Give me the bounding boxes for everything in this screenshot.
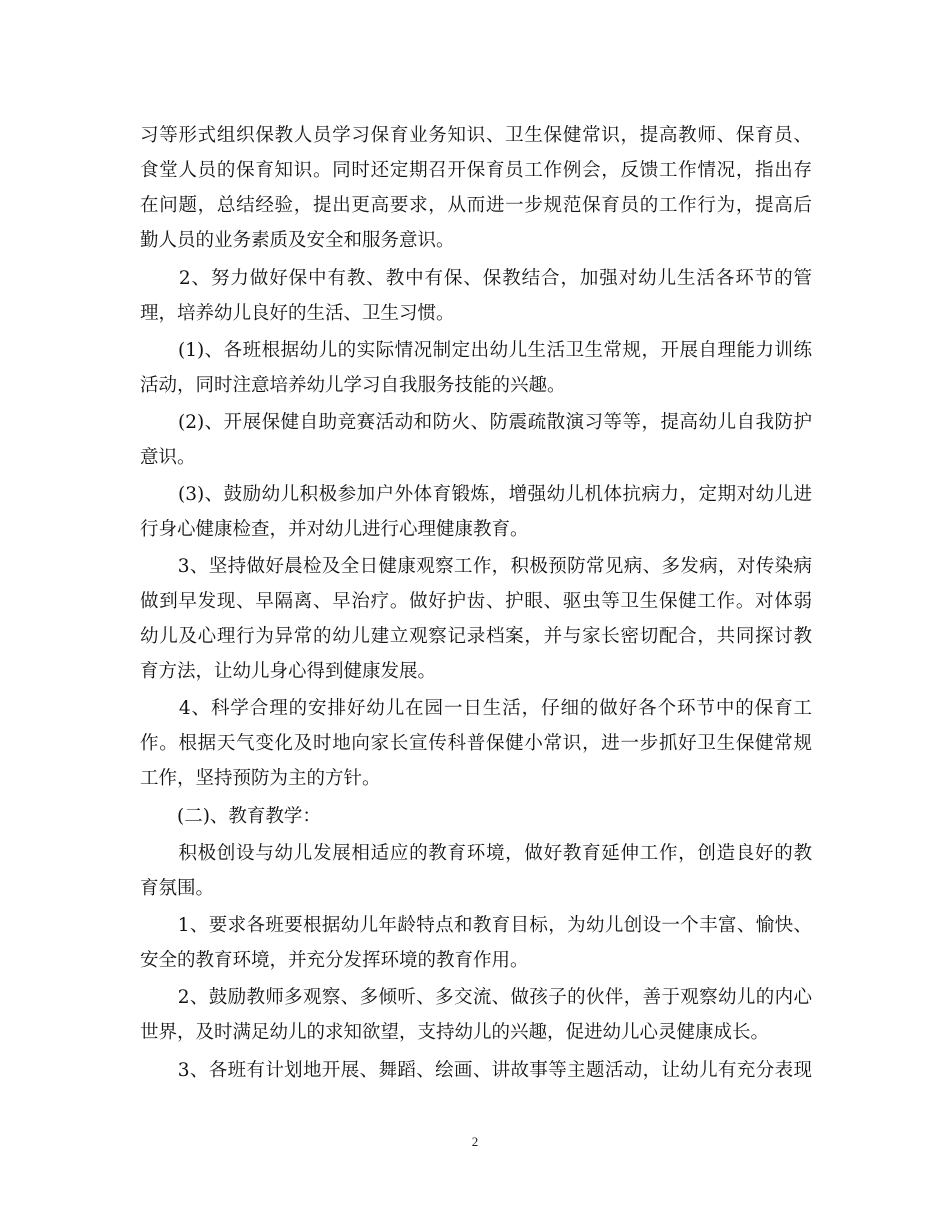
text-line: 意识。 xyxy=(140,447,196,468)
page-number: 2 xyxy=(471,1134,479,1149)
text-line: 在问题，总结经验，提出更高要求，从而进一步规范保育员的工作行为，提高后 xyxy=(140,195,812,216)
text-line: 3、各班有计划地开展、舞蹈、绘画、讲故事等主题活动，让幼儿有充分表现 xyxy=(140,1060,812,1081)
text-line: 2、鼓励教师多观察、多倾听、多交流、做孩子的伙伴，善于观察幼儿的内心 xyxy=(140,987,812,1008)
text-line: 幼儿及心理行为异常的幼儿建立观察记录档案，并与家长密切配合，共同探讨教 xyxy=(140,626,812,647)
text-line: 2、努力做好保中有教、教中有保、保教结合，加强对幼儿生活各环节的管 xyxy=(140,268,812,289)
text-line: 4、科学合理的安排好幼儿在园一日生活，仔细的做好各个环节中的保育工 xyxy=(140,698,812,719)
text-line: (2)、开展保健自助竞赛活动和防火、防震疏散演习等等，提高幼儿自我防护 xyxy=(140,412,812,433)
text-line: 习等形式组织保教人员学习保育业务知识、卫生保健常识，提高教师、保育员、 xyxy=(140,125,812,146)
text-line: 做到早发现、早隔离、早治疗。做好护齿、护眼、驱虫等卫生保健工作。对体弱 xyxy=(140,591,812,612)
text-line: 活动，同时注意培养幼儿学习自我服务技能的兴趣。 xyxy=(140,375,566,396)
text-line: 理，培养幼儿良好的生活、卫生习惯。 xyxy=(140,303,455,324)
text-line: 积极创设与幼儿发展相适应的教育环境，做好教育延伸工作，创造良好的教 xyxy=(140,843,812,864)
text-line: 育方法，让幼儿身心得到健康发展。 xyxy=(140,661,437,682)
text-line: 世界，及时满足幼儿的求知欲望，支持幼儿的兴趣，促进幼儿心灵健康成长。 xyxy=(140,1022,770,1043)
text-line: 育氛围。 xyxy=(140,878,215,899)
text-line: 食堂人员的保育知识。同时还定期召开保育员工作例会，反馈工作情况，指出存 xyxy=(140,160,812,181)
text-line: 作。根据天气变化及时地向家长宣传科普保健小常识，进一步抓好卫生保健常规 xyxy=(140,733,812,754)
text-line: 行身心健康检查，并对幼儿进行心理健康教育。 xyxy=(140,519,529,540)
text-line: (1)、各班根据幼儿的实际情况制定出幼儿生活卫生常规，开展自理能力训练 xyxy=(140,340,812,361)
text-line: 安全的教育环境，并充分发挥环境的教育作用。 xyxy=(140,950,529,971)
text-line: (3)、鼓励幼儿积极参加户外体育锻炼，增强幼儿机体抗病力，定期对幼儿进 xyxy=(140,484,812,505)
text-line: 工作，坚持预防为主的方针。 xyxy=(140,768,381,789)
text-line: 3、坚持做好晨检及全日健康观察工作，积极预防常见病、多发病，对传染病 xyxy=(140,556,812,577)
text-line: 勤人员的业务素质及安全和服务意识。 xyxy=(140,230,455,251)
text-line: 1、要求各班要根据幼儿年龄特点和教育目标，为幼儿创设一个丰富、愉快、 xyxy=(140,915,812,936)
section-heading: (二)、教育教学： xyxy=(140,806,321,827)
